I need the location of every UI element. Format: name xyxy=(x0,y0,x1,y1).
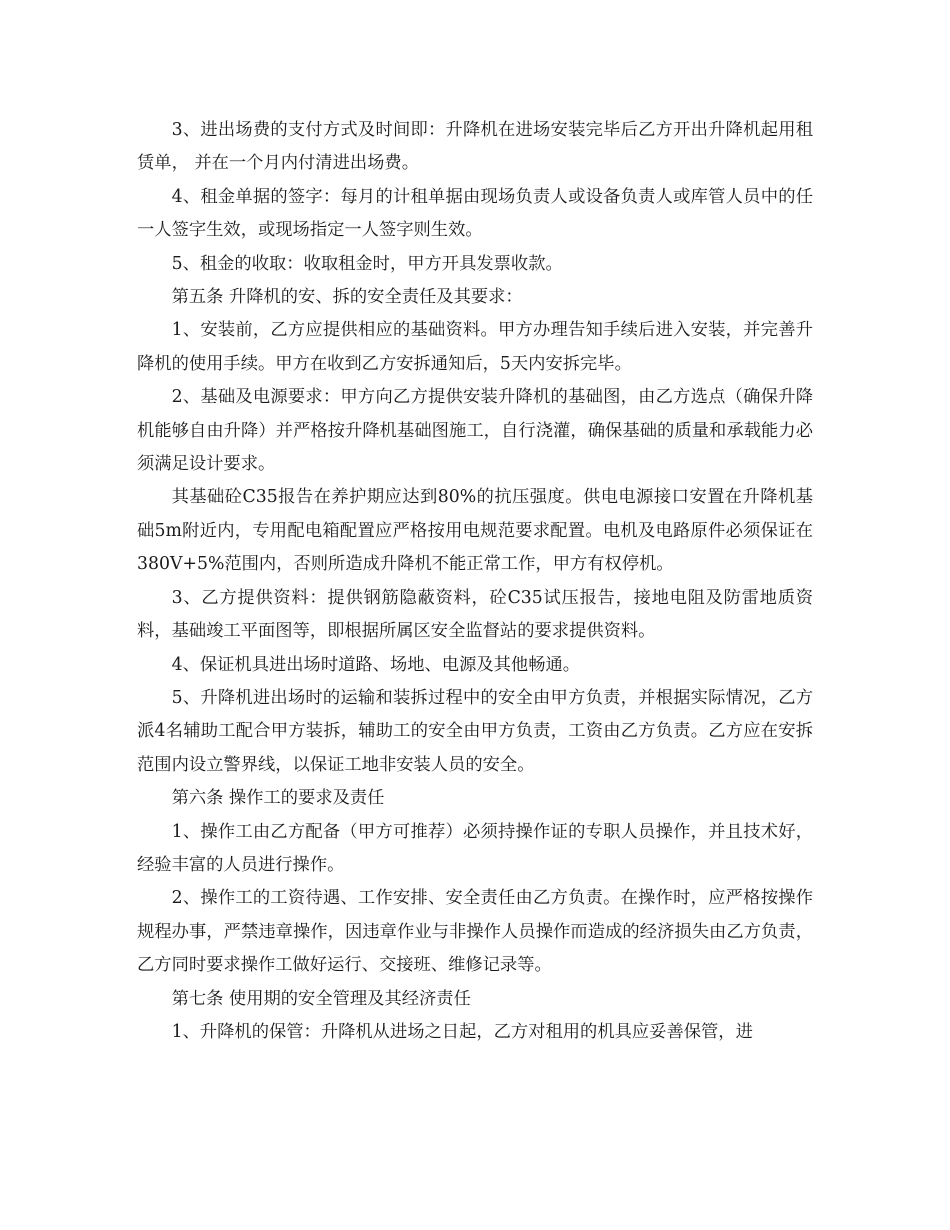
paragraph-operator: 1、操作工由乙方配备（甲方可推荐）必须持操作证的专职人员操作，并且技术好，经验丰富的人员进行操作。 xyxy=(137,821,813,875)
paragraph-foundation-power: 2、基础及电源要求：甲方向乙方提供安装升降机的基础图，由乙方选点（确保升降机能够自由升降）并严格按升降机基础图施工，自行浇灌，确保基础的质量和承载能力必须满足设计要求。 xyxy=(137,387,813,475)
paragraph-access: 4、保证机具进出场时道路、场地、电源及其他畅通。 xyxy=(171,654,581,675)
paragraph-entry-fee-payment: 3、进出场费的支付方式及时间即：升降机在进场安装完毕后乙方开出升降机起用租赁单， 并在一个月内付清进出场费。 xyxy=(137,120,813,174)
paragraph-rent-signature: 4、租金单据的签字：每月的计租单据由现场负责人或设备负责人或库管人员中的任一人签字生效，或现场指定一人签字则生效。 xyxy=(137,186,813,241)
paragraph-concrete: 其基础砼C35报告在养护期应达到80%的抗压强度。供电电源接口安置在升降机基础5m附近内，专用配电箱配置应严格按用电规范要求配置。电机及电路原件必须保证在380V+5%范围内，否则所造成升降机不能正常工作，甲方有权停机。 xyxy=(137,487,813,575)
paragraph-documents: 3、乙方提供资料：提供钢筋隐蔽资料，砼C35试压报告，接地电阻及防雷地质资料，基础竣工平面图等，即根据所属区安全监督站的要求提供资料。 xyxy=(137,587,813,642)
paragraph-rent-collection: 5、租金的收取：收取租金时，甲方开具发票收款。 xyxy=(171,253,563,274)
article-5-heading: 第五条 升降机的安、拆的安全责任及其要求： xyxy=(171,287,523,308)
paragraph-install: 1、安装前，乙方应提供相应的基础资料。甲方办理告知手续后进入安装，并完善升降机的使用手续。甲方在收到乙方安拆通知后，5天内安拆完毕。 xyxy=(137,320,813,374)
paragraph-operator-duty: 2、操作工的工资待遇、工作安排、安全责任由乙方负责。在操作时，应严格按操作规程办事，严禁违章操作，因违章作业与非操作人员操作而造成的经济损失由乙方负责，乙方同时要求操作工做好运行、交接班、维修记录等。 xyxy=(137,888,813,976)
article-7-heading: 第七条 使用期的安全管理及其经济责任 xyxy=(171,988,471,1009)
paragraph-custody: 1、升降机的保管：升降机从进场之日起，乙方对租用的机具应妥善保管，进 xyxy=(171,1021,753,1042)
article-6-heading: 第六条 操作工的要求及责任 xyxy=(171,788,385,809)
paragraph-transport-safety: 5、升降机进出场时的运输和装拆过程中的安全由甲方负责，并根据实际情况，乙方派4名辅助工配合甲方装拆，辅助工的安全由甲方负责，工资由乙方负责。乙方应在安拆范围内设立警界线，以保证工地非安装人员的安全。 xyxy=(137,687,813,775)
document-page xyxy=(137,114,813,1049)
